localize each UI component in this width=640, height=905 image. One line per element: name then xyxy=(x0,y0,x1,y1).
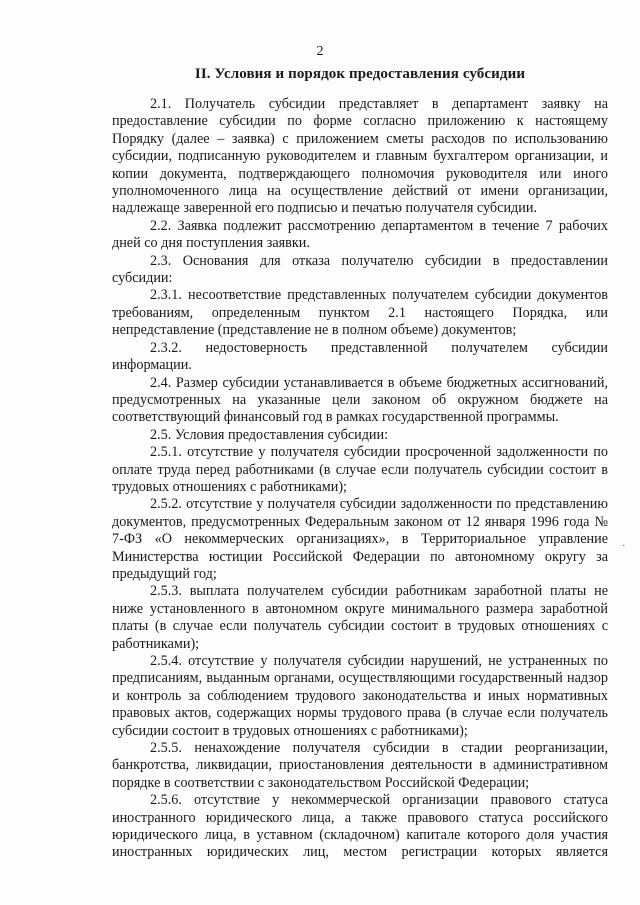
paragraph-2-5-6: 2.5.6. отсутствие у некоммерческой организации правового статуса иностранного юридического лица, а также правового статуса российского юридического лица, в уставном (складочном) капитале которого доля участия иностранных юридических лиц, местом регистрации которых является xyxy=(112,792,608,861)
section-title: II. Условия и порядок предоставления субсидии xyxy=(194,66,526,82)
paragraph-2-1: 2.1. Получатель субсидии представляет в департамент заявку на предоставление субсидии по форме согласно приложению к настоящему Порядку (далее – заявка) с приложением сметы расходов по использованию субсидии, подписанную руководителем и главным бухгалтером организации, и копии документа, подтверждающего полномочия руководителя или иного уполномоченного лица на осуществление действий от имени организации, надлежаще заверенной его подписью и печатью получателя субсидии. xyxy=(112,96,608,217)
paragraph-2-5-4: 2.5.4. отсутствие у получателя субсидии нарушений, не устраненных по предписаниям, выданным органами, осуществляющими государственный надзор и контроль за соблюдением трудового законодательства и иных нормативных правовых актов, содержащих нормы трудового права (в случае если получатель субсидии состоит в трудовых отношениях с работниками); xyxy=(112,653,608,739)
paragraph-2-5-2: 2.5.2. отсутствие у получателя субсидии задолженности по представлению документов, предусмотренных Федеральным законом от 12 января 1996 года № 7-ФЗ «О некоммерческих организациях», в Территориальное управление Министерства юстиции Российской Федерации по автономному округу за предыдущий год; xyxy=(112,496,608,582)
margin-mark: · xyxy=(622,540,626,552)
paragraph-2-5: 2.5. Условия предоставления субсидии: xyxy=(150,426,389,443)
paragraph-2-5-3: 2.5.3. выплата получателем субсидии работникам заработной платы не ниже установленного в автономном округе минимального размера заработной платы (в случае если получатель субсидии состоит в трудовых отношениях с работниками); xyxy=(112,583,608,652)
paragraph-2-3-1: 2.3.1. несоответствие представленных получателем субсидии документов требованиям, определенным пунктом 2.1 настоящего Порядка, или непредставление (представление не в полном объеме) документов; xyxy=(112,287,608,339)
paragraph-2-2: 2.2. Заявка подлежит рассмотрению департаментом в течение 7 рабочих дней со дня поступления заявки. xyxy=(112,217,608,252)
paragraph-2-4: 2.4. Размер субсидии устанавливается в объеме бюджетных ассигнований, предусмотренных на указанные цели законом об окружном бюджете на соответствующий финансовый год в рамках государственной программы. xyxy=(112,374,608,426)
paragraph-2-3-2: 2.3.2. недостоверность представленной получателем субсидии информации. xyxy=(112,339,608,374)
page-number: 2 xyxy=(316,44,324,59)
paragraph-2-3: 2.3. Основания для отказа получателю субсидии в предоставлении субсидии: xyxy=(112,252,608,287)
paragraph-2-5-5: 2.5.5. ненахождение получателя субсидии в стадии реорганизации, банкротства, ликвидации, приостановления деятельности в административном порядке в соответствии с законодательством Российской Федерации; xyxy=(112,740,608,791)
body-text xyxy=(112,96,608,862)
paragraph-2-5-1: 2.5.1. отсутствие у получателя субсидии просроченной задолженности по оплате труда перед работниками (в случае если получатель субсидии состоит в трудовых отношениях с работниками); xyxy=(112,444,608,495)
